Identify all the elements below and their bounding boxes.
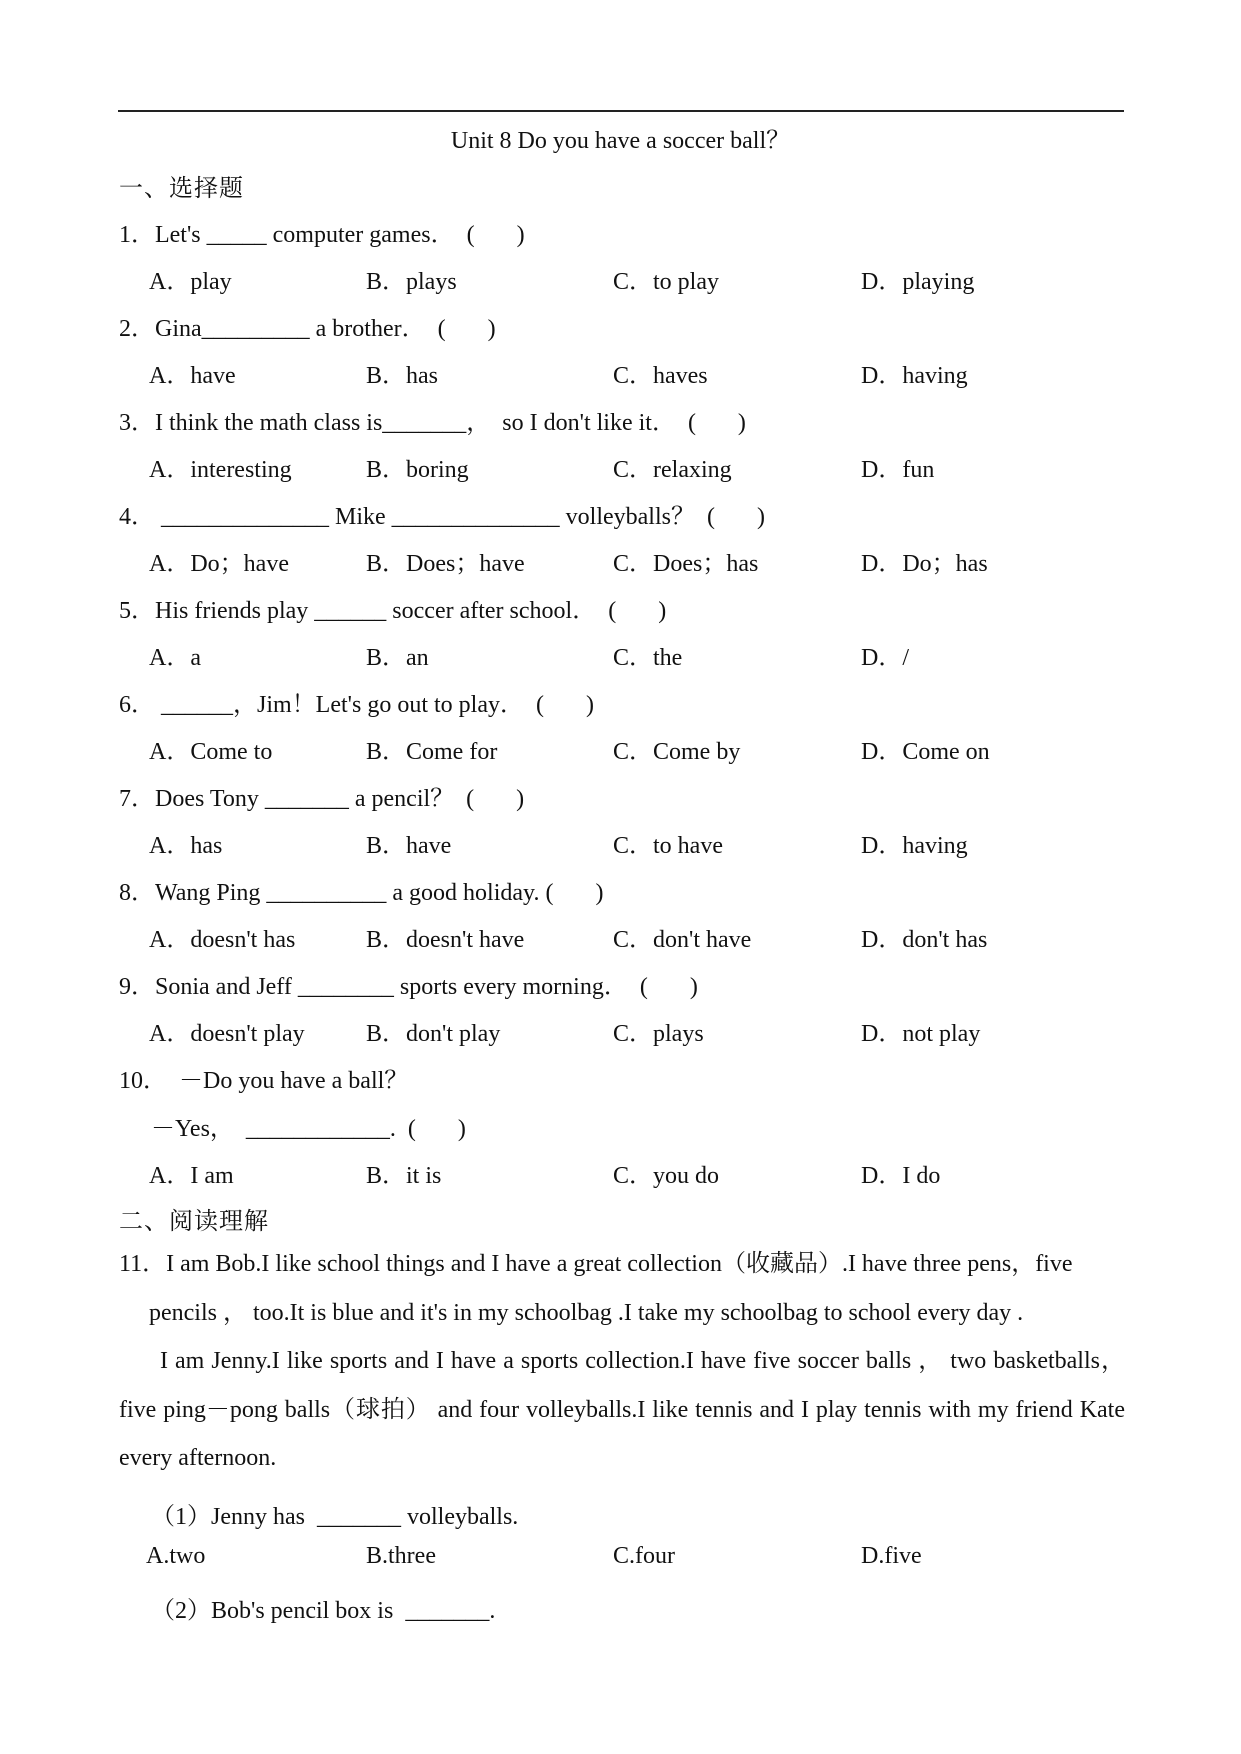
question-5-option-a[interactable]: A．a xyxy=(149,645,201,671)
question-7-option-c[interactable]: C．to have xyxy=(613,833,723,859)
section-heading-reading: 二、阅读理解 xyxy=(119,1207,269,1235)
question-6-stem: 6． ______，Jim！Let's go out to play． ( ) xyxy=(119,692,594,718)
reading-question-1-option-b[interactable]: B.three xyxy=(366,1543,436,1569)
question-3-option-a[interactable]: A．interesting xyxy=(149,457,292,483)
question-4-stem: 4． ______________ Mike ______________ volleyballs？ ( ) xyxy=(119,504,765,530)
question-10-stem: 10． －Do you have a ball？ xyxy=(119,1068,409,1094)
question-9-option-d[interactable]: D．not play xyxy=(861,1021,981,1047)
question-9-option-a[interactable]: A．doesn't play xyxy=(149,1021,305,1047)
question-2-option-a[interactable]: A．have xyxy=(149,363,236,389)
question-8-option-a[interactable]: A．doesn't has xyxy=(149,927,296,953)
question-3-stem: 3．I think the math class is_______， so I don't like it． ( ) xyxy=(119,410,746,436)
reading-question-1-option-d[interactable]: D.five xyxy=(861,1543,922,1569)
question-2-option-b[interactable]: B．has xyxy=(366,363,438,389)
header-rule xyxy=(118,110,1124,112)
question-6-option-b[interactable]: B．Come for xyxy=(366,739,498,765)
question-9-option-b[interactable]: B．don't play xyxy=(366,1021,501,1047)
question-6-option-c[interactable]: C．Come by xyxy=(613,739,741,765)
question-6-option-d[interactable]: D．Come on xyxy=(861,739,990,765)
page-title: Unit 8 Do you have a soccer ball？ xyxy=(450,128,791,154)
question-7-option-d[interactable]: D．having xyxy=(861,833,968,859)
question-5-option-b[interactable]: B．an xyxy=(366,645,429,671)
question-8-option-b[interactable]: B．doesn't have xyxy=(366,927,525,953)
question-4-option-d[interactable]: D．Do；has xyxy=(861,551,988,577)
question-4-option-c[interactable]: C．Does；has xyxy=(613,551,759,577)
question-4-option-b[interactable]: B．Does；have xyxy=(366,551,525,577)
question-10-option-b[interactable]: B．it is xyxy=(366,1163,442,1189)
reading-paragraph-1-first-line: 11．I am Bob.I like school things and I have a great collection（收藏品）.I have three pens，five xyxy=(119,1251,1073,1277)
reading-question-1-option-a[interactable]: A.two xyxy=(146,1543,206,1569)
question-3-option-c[interactable]: C．relaxing xyxy=(613,457,732,483)
question-4-option-a[interactable]: A．Do；have xyxy=(149,551,289,577)
question-5-option-d[interactable]: D．/ xyxy=(861,645,909,671)
reading-question-2: （2）Bob's pencil box is _______. xyxy=(151,1598,496,1624)
question-1-option-c[interactable]: C．to play xyxy=(613,269,719,295)
question-1-stem: 1．Let's _____ computer games． ( ) xyxy=(119,222,525,248)
question-8-option-c[interactable]: C．don't have xyxy=(613,927,752,953)
question-10-option-a[interactable]: A．I am xyxy=(149,1163,234,1189)
reading-question-1-option-c[interactable]: C.four xyxy=(613,1543,675,1569)
question-7-option-a[interactable]: A．has xyxy=(149,833,223,859)
question-2-option-c[interactable]: C．haves xyxy=(613,363,708,389)
question-7-option-b[interactable]: B．have xyxy=(366,833,452,859)
question-2-stem: 2．Gina_________ a brother． ( ) xyxy=(119,316,496,342)
question-7-stem: 7．Does Tony _______ a pencil？ ( ) xyxy=(119,786,525,812)
question-3-option-b[interactable]: B．boring xyxy=(366,457,469,483)
question-1-option-a[interactable]: A．play xyxy=(149,269,232,295)
section-heading-choice: 一、选择题 xyxy=(119,174,244,202)
question-8-stem: 8．Wang Ping __________ a good holiday. ( ) xyxy=(119,880,604,906)
question-5-option-c[interactable]: C．the xyxy=(613,645,683,671)
question-3-option-d[interactable]: D．fun xyxy=(861,457,935,483)
question-2-option-d[interactable]: D．having xyxy=(861,363,968,389)
question-8-option-d[interactable]: D．don't has xyxy=(861,927,988,953)
reading-paragraph-1-rest: pencils ， too.It is blue and it's in my schoolbag .I take my schoolbag to school every day . xyxy=(149,1300,1024,1326)
question-10-option-d[interactable]: D．I do xyxy=(861,1163,941,1189)
question-10-stem-line2: －Yes， ____________. ( ) xyxy=(151,1116,466,1142)
question-9-option-c[interactable]: C．plays xyxy=(613,1021,704,1047)
question-10-option-c[interactable]: C．you do xyxy=(613,1163,720,1189)
question-5-stem: 5．His friends play ______ soccer after school． ( ) xyxy=(119,598,667,624)
question-1-option-d[interactable]: D．playing xyxy=(861,269,975,295)
question-9-stem: 9．Sonia and Jeff ________ sports every morning． ( ) xyxy=(119,974,698,1000)
reading-paragraph-2: I am Jenny.I like sports and I have a sports collection.I have five soccer balls ， two basketballs，five ping－pong balls（球拍） and four volleyballs.I like tennis and I play tennis with my friend Kate every afternoon. xyxy=(119,1348,1125,1471)
question-1-option-b[interactable]: B．plays xyxy=(366,269,457,295)
question-6-option-a[interactable]: A．Come to xyxy=(149,739,273,765)
reading-question-1: （1）Jenny has _______ volleyballs. xyxy=(151,1504,519,1530)
